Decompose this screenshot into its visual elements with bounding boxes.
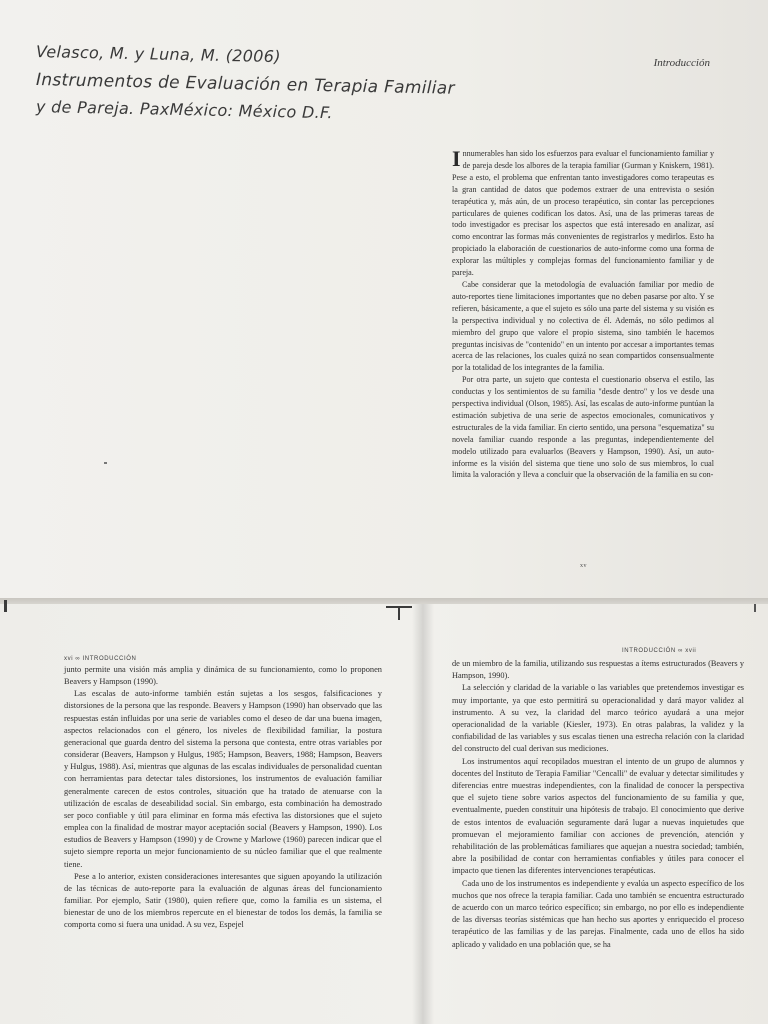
paragraph: Los instrumentos aquí recopilados muestran el intento de un grupo de alumnos y docentes del Instituto de Terapia Familiar "Cencalli" de evaluar y detectar similitudes y diferencias entre muestras independientes, con la finalidad de conocer la perspectiva que el sujeto tiene sobre varios aspectos del funcionamiento de su familia y que, eventualmente, pueden constituir una hipótesis de trabajo. El conocimiento que derive de estos intentos de evaluación seguramente dará lugar a nuevas inquietudes que promuevan el mejoramiento familiar con acciones de prevención, atención y rehabilitación de las problemáticas familiares que aquejan a nuestra sociedad; también, abre la posibilidad de contar con herramientas confiables y útiles para conocer el impacto que tienen las diferentes intervenciones terapéuticas. [452, 756, 744, 876]
scan-mark [754, 604, 756, 612]
paragraph: Por otra parte, un sujeto que contesta el cuestionario observa el estilo, las conductas y los sentimientos de su familia "desde dentro" y los ve desde una perspectiva individual (Olson, 1985). Así, las escalas de auto-informe puntúan la estimación subjetiva de una serie de aspectos emocionales, comunicativos y estructurales de la vida familiar. En cierto sentido, una persona "esquematiza" su novela familiar cuando responde a las preguntas, independientemente del modelo utilizado para evaluarlos (Beavers y Hampson, 1990). Así, un auto-informe es la visión del sistema que tiene uno solo de sus miembros, lo cual limita la valoración y lleva a concluir que la observación de la familia en su con- [452, 375, 714, 480]
bottom-left-page-body [64, 664, 382, 931]
top-page-body [452, 148, 714, 481]
running-head-left: xvi ∞ INTRODUCCIÓN [64, 656, 137, 662]
bottom-book-spread [0, 604, 768, 1024]
running-head-right: INTRODUCCIÓN ∞ xvii [622, 648, 697, 654]
book-gutter-shadow [412, 604, 434, 1024]
paragraph: Pese a lo anterior, existen consideraciones interesantes que siguen apoyando la utilización de las técnicas de auto-reporte para la evaluación de algunas áreas del funcionamiento familiar. Por ejemplo, Satir (1980), quien refiere que, como la familia es un sistema, el bienestar de uno de los miembros repercute en el bienestar de todos los demás, la familia se comporta como si fuera una unidad. A su vez, Espejel [64, 871, 382, 930]
paragraph: Las escalas de auto-informe también están sujetas a los sesgos, falsificaciones y distorsiones de la persona que las responde. Beavers y Hampson (1990) han observado que las respuestas están influidas por una serie de variables como el deseo de dar una buena imagen, aspectos relacionados con el género, los niveles de flexibilidad familiar, la postura generacional que guarda dentro del sistema la persona que contesta, entre otras variables por considerar (Beavers, Hampson y Hulgus, 1985; Hampson, Beavers, 1988; Hampson, Beavers y Hulgus, 1988). Así, mientras que algunas de las escalas individuales de personalidad cuentan con herramientas para detectar tales distorsiones, los instrumentos de evaluación familiar generalmente carecen de estos controles, situación que ha tratado de atenuarse con la utilización de escalas de deseabilidad social. Sin embargo, esta combinación ha demostrado ser poco confiable y útil para eliminar en forma más efectiva las distorsiones que el sujeto emplea con la finalidad de mostrar mayor aceptación social (Beavers y Hampson, 1990). Los estudios de Beavers y Hampson (1990) y de Crowne y Marlowe (1960) parecen indicar que el sujeto siempre reporta un mejor funcionamiento de su núcleo familiar que el que realmente tiene. [64, 689, 382, 869]
paragraph: de un miembro de la familia, utilizando sus respuestas a ítems estructurados (Beavers y Hampson, 1990). [452, 659, 744, 681]
page-header-introduccion: Introducción [653, 57, 710, 69]
scan-speck [104, 462, 107, 464]
bottom-right-page-body [452, 658, 744, 951]
scan-mark [4, 600, 7, 612]
page-number: xv [580, 563, 587, 569]
paragraph: Cabe considerar que la metodología de evaluación familiar por medio de auto-reportes tiene limitaciones importantes que no deben pasarse por alto. Y se refieren, básicamente, a que el sujeto es sólo una parte del sistema y su visión es la perspectiva individual y no colectiva de él. Además, no sólo pedimos al miembro del grupo que valore el propio sistema, sino también le hacemos preguntas incisivas de "contenido" en un intento por accesar a importantes temas acerca de las relaciones, los cuales quizá no sean compartidos consensualmente por la totalidad de los integrantes de la familia. [452, 279, 714, 373]
drop-cap: I [452, 146, 461, 171]
paragraph: Cada uno de los instrumentos es independiente y evalúa un aspecto específico de los muchos que nos ofrece la terapia familiar. Cada uno también se encuentra estructurado de acuerdo con un marco teórico específico; sin embargo, no por ello es independiente de las diversas teorías sistémicas que han hecho sus aportes y enriquecido el proceso terapéutico de las familias y de las parejas. Finalmente, cada uno de ellos ha sido aplicado y validado en una población que, se ha [452, 878, 744, 949]
paragraph: junto permite una visión más amplia y dinámica de su funcionamiento, como lo proponen Beavers y Hampson (1990). [64, 665, 382, 687]
paragraph: La selección y claridad de la variable o las variables que pretendemos investigar es muy importante, ya que esto permitirá su operacionalidad y dará mayor validez al instrumento. A su vez, la claridad del marco teórico ayudará a una mejor operacionalidad de la variable (Kiesler, 1973). En otras palabras, la validez y la confiabilidad de las variables y sus escalas tienen una estrecha relación con la claridad del constructo del cual derivan sus mediciones. [452, 683, 744, 754]
handwritten-citation-line-2: Instrumentos de Evaluación en Terapia Familiar [35, 70, 456, 99]
handwritten-citation-line-1: Velasco, M. y Luna, M. (2006) [35, 42, 281, 67]
scan-mark [398, 606, 400, 620]
handwritten-citation-line-3: y de Pareja. PaxMéxico: México D.F. [35, 97, 333, 123]
paragraph: Innumerables han sido los esfuerzos para evaluar el funcionamiento familiar y de pareja desde los albores de la terapia familiar (Gurman y Kniskern, 1981). Pese a esto, el problema que enfrentan tanto investigadores como terapeutas es la gran cantidad de datos que podemos extraer de una entrevista o sesión terapéutica y, más aún, de un proceso terapéutico, sin contar las percepciones particulares de quienes codifican los datos. Así, una de las primeras tareas de todo investigador es precisar los aspectos que está interesado en analizar, así como encontrar las formas más convenientes de registrarlos y medirlos. Esto ha propiciado la elaboración de cuestionarios de auto-informe como una forma de explorar las múltiples y complejas formas del funcionamiento familiar y de pareja. [452, 146, 714, 278]
